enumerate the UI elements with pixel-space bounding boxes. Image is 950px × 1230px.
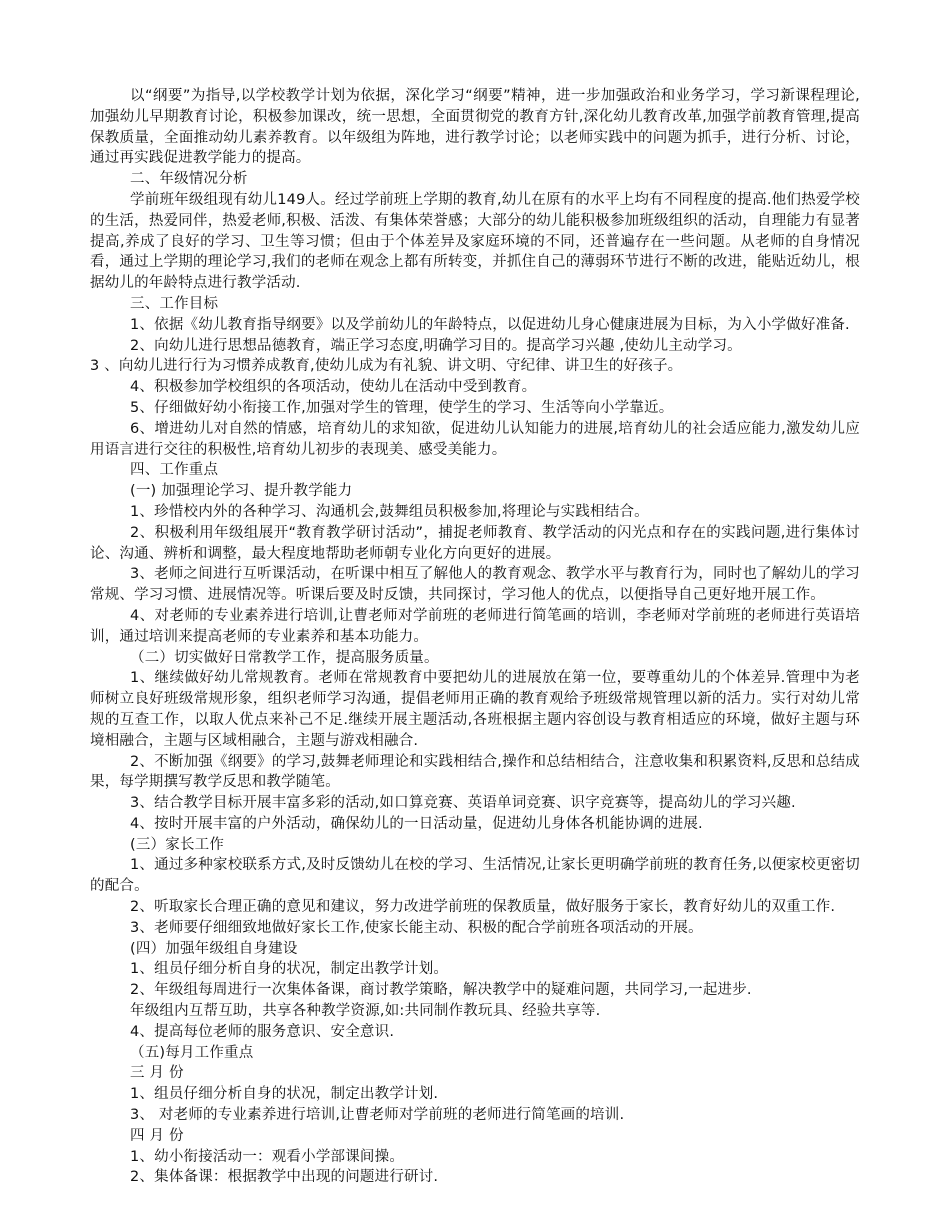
paragraph: 以“纲要”为指导,以学校教学计划为依据，深化学习“纲要”精神，进一步加强政治和业务学习，学习新课程理论,加强幼儿早期教育讨论，积极参加课改，统一思想，全面贯彻党的教育方针,深化幼儿教育改革,加强学前教育管理,提高保教质量，全面推动幼儿素养教育。以年级组为阵地，进行教学讨论；以老师实践中的问题为抓手，进行分析、讨论，通过再实践促进教学能力的提高。 [90,88,860,167]
list-item: 4、提高每位老师的服务意识、安全意识. [130,1023,395,1040]
section-heading: 四、工作重点 [130,462,219,479]
list-item: 2、积极利用年级组展开“教育教学研讨活动”，捕捉老师教育、教学活动的闪光点和存在的实践问题,进行集体讨论、沟通、辨析和调整，最大程度地帮助老师朝专业化方向更好的进展。 [90,524,860,562]
list-item: 5、仔细做好幼小衔接工作,加强对学生的管理，使学生的学习、生活等向小学靠近。 [130,399,674,416]
list-item: 4、积极参加学校组织的各项活动，使幼儿在活动中受到教育。 [130,379,537,396]
list-item: 4、对老师的专业素养进行培训,让曹老师对学前班的老师进行简笔画的培训，李老师对学前班的老师进行英语培训，通过培训来提高老师的专业素养和基本功能力。 [90,607,860,645]
list-item: 3、老师之间进行互听课活动，在听课中相互了解他人的教育观念、教学水平与教育行为，同时也了解幼儿的学习常规、学习习惯、进展情况等。听课后要及时反馈，共同探讨，学习他人的优点，以便指导自己更好地开展工作。 [90,566,860,604]
list-item: 6、增进幼儿对自然的情感，培育幼儿的求知欲，促进幼儿认知能力的进展,培育幼儿的社会适应能力,激发幼儿应用语言进行交往的积极性,培育幼儿初步的表现美、感受美能力。 [90,420,860,458]
subsection-heading: (三）家长工作 [130,836,225,853]
list-item: 2、集体备课：根据教学中出现的问题进行研讨. [130,1169,439,1186]
list-item: 1、组员仔细分析自身的状况，制定出教学计划. [130,1086,439,1103]
month-heading: 三 月 份 [130,1065,184,1082]
list-item: 2、年级组每周进行一次集体备课，商讨教学策略，解决教学中的疑难问题，共同学习,一起进步. [130,982,752,999]
list-item: 1、通过多种家校联系方式,及时反馈幼儿在校的学习、生活情况,让家长更明确学前班的教育任务,以便家校更密切的配合。 [90,857,860,895]
subsection-heading: （五)每月工作重点 [130,1044,254,1061]
list-item: 3、 对老师的专业素养进行培训,让曹老师对学前班的老师进行简笔画的培训. [130,1107,625,1124]
subsection-heading: (四）加强年级组自身建设 [130,940,298,957]
list-item: 2、不断加强《纲要》的学习,鼓舞老师理论和实践相结合,操作和总结相结合，注意收集和积累资料,反思和总结成果，每学期撰写教学反思和教学随笔。 [90,753,860,791]
list-item: 3 、向幼儿进行行为习惯养成教育,使幼儿成为有礼貌、讲文明、守纪律、讲卫生的好孩子。 [90,358,683,375]
list-item: 2、听取家长合理正确的意见和建议，努力改进学前班的保教质量，做好服务于家长，教育好幼儿的双重工作. [130,899,836,916]
paragraph: 学前班年级组现有幼儿149人。经过学前班上学期的教育,幼儿在原有的水平上均有不同程度的提高.他们热爱学校的生活，热爱同伴，热爱老师,积极、活泼、有集体荣誉感；大部分的幼儿能积极参加班级组织的活动，自理能力有显著提高,养成了良好的学习、卫生等习惯；但由于个体差异及家庭环境的不同，还普遍存在一些问题。从老师的自身情况看，通过上学期的理论学习,我们的老师在观念上都有所转变，并抓住自己的薄弱环节进行不断的改进，能贴近幼儿，根据幼儿的年龄特点进行教学活动. [90,191,860,292]
list-item: 3、结合教学目标开展丰富多彩的活动,如口算竞赛、英语单词竞赛、识字竞赛等，提高幼儿的学习兴趣. [130,795,796,812]
section-heading: 二、年级情况分析 [130,171,248,188]
section-heading: 三、工作目标 [130,295,219,312]
list-item: 1、珍惜校内外的各种学习、沟通机会,鼓舞组员积极参加,将理论与实践相结合。 [130,503,649,520]
list-item: 1、继续做好幼儿常规教育。老师在常规教育中要把幼儿的进展放在第一位，要尊重幼儿的个体差异.管理中为老师树立良好班级常规形象，组织老师学习沟通，提倡老师用正确的教育观给予班级常规管理以新的活力。实行对幼儿常规的互查工作，以取人优点来补己不足.继续开展主题活动,各班根据主题内容创设与教育相适应的环境，做好主题与环境相融合，主题与区域相融合，主题与游戏相融合. [90,670,860,749]
list-item: 4、按时开展丰富的户外活动，确保幼儿的一日活动量，促进幼儿身体各机能协调的进展. [130,815,703,832]
list-item: 3、老师要仔细细致地做好家长工作,使家长能主动、积极的配合学前班各项活动的开展。 [130,919,703,936]
list-item: 年级组内互帮互助，共享各种教学资源,如:共同制作教玩具、经验共享等. [130,1003,601,1020]
list-item: 1、幼小衔接活动一：观看小学部课间操。 [130,1148,405,1165]
list-item: 1、组员仔细分析自身的状况，制定出教学计划。 [130,961,449,978]
subsection-heading: (一) 加强理论学习、提升教学能力 [130,483,353,500]
list-item: 1、依据《幼儿教育指导纲要》以及学前幼儿的年龄特点，以促进幼儿身心健康进展为目标，为入小学做好准备. [130,316,850,333]
month-heading: 四 月 份 [130,1127,184,1144]
subsection-heading: （二）切实做好日常教学工作，提高服务质量。 [130,649,439,666]
list-item: 2、向幼儿进行思想品德教育，端正学习态度,明确学习目的。提高学习兴趣 ,使幼儿主动学习。 [130,337,742,354]
document-body [90,86,860,1188]
